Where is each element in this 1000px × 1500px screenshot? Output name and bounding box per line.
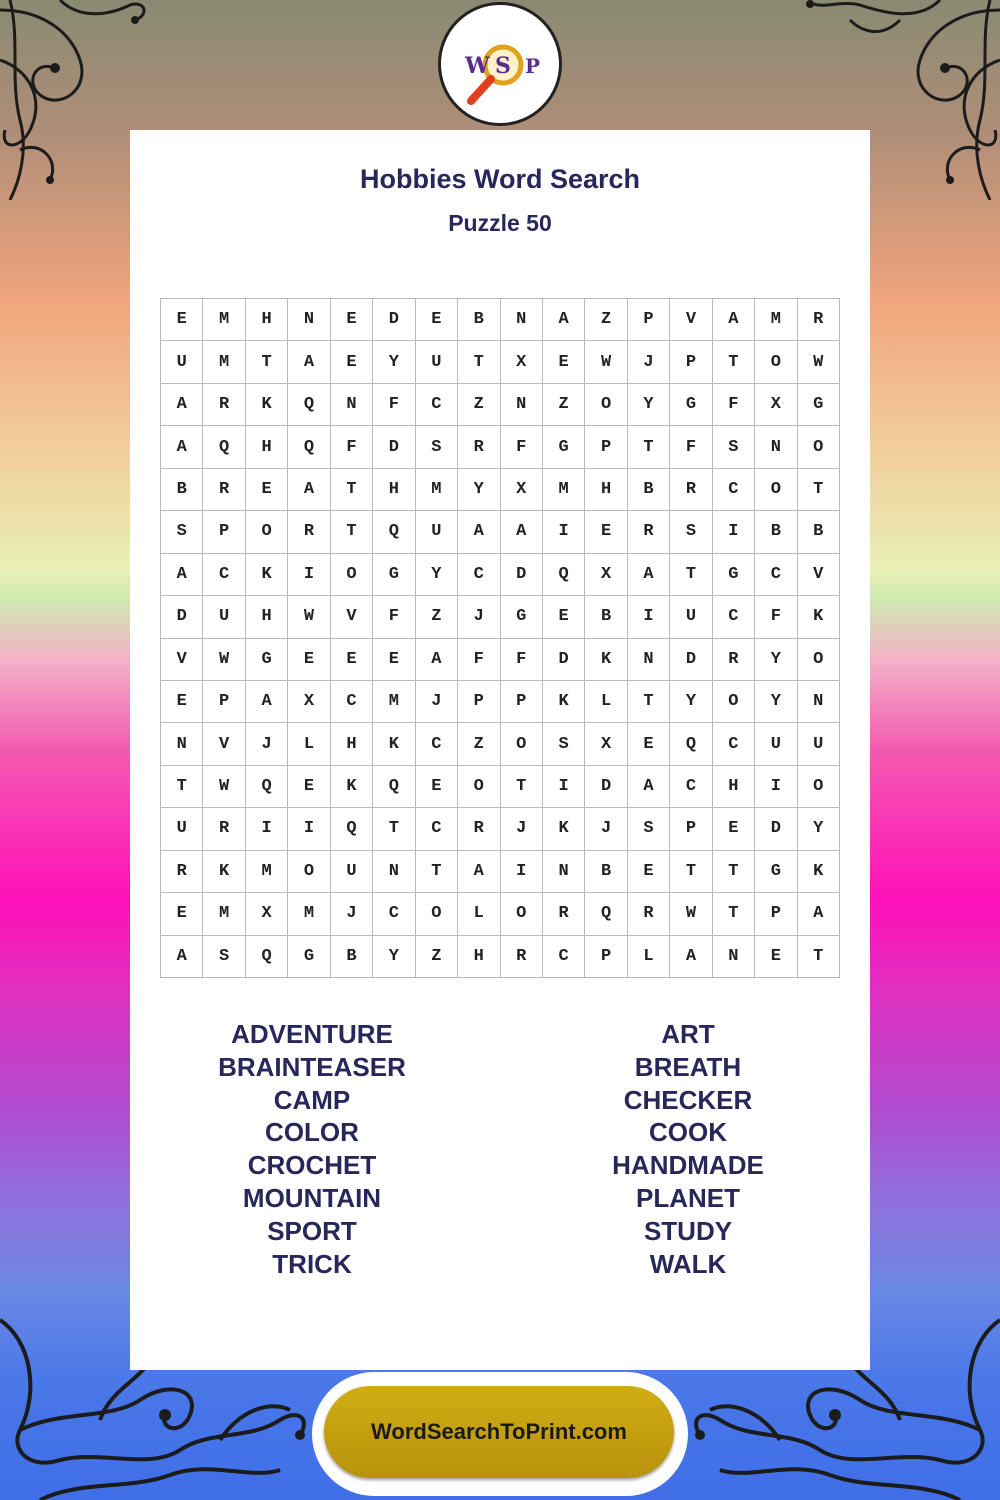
grid-cell: X xyxy=(501,469,543,511)
grid-cell: V xyxy=(670,299,712,341)
grid-cell: N xyxy=(501,299,543,341)
grid-cell: S xyxy=(161,511,203,553)
grid-cell: D xyxy=(161,596,203,638)
grid-cell: J xyxy=(501,808,543,850)
grid-cell: M xyxy=(755,299,797,341)
grid-cell: H xyxy=(458,936,500,978)
grid-cell: M xyxy=(288,893,330,935)
grid-cell: T xyxy=(628,426,670,468)
grid-cell: C xyxy=(670,766,712,808)
grid-cell: V xyxy=(203,723,245,765)
wsp-logo xyxy=(438,2,562,126)
grid-cell: P xyxy=(501,681,543,723)
grid-cell: M xyxy=(203,299,245,341)
grid-cell: I xyxy=(713,511,755,553)
grid-cell: B xyxy=(585,596,627,638)
grid-cell: R xyxy=(203,808,245,850)
grid-cell: L xyxy=(585,681,627,723)
word-list-item: WALK xyxy=(649,1248,727,1279)
grid-cell: O xyxy=(288,851,330,893)
grid-cell: X xyxy=(585,723,627,765)
grid-cell: F xyxy=(713,384,755,426)
logo-letter-p: P xyxy=(525,54,541,78)
grid-cell: E xyxy=(585,511,627,553)
word-list-item: ADVENTURE xyxy=(231,1019,393,1049)
grid-cell: R xyxy=(161,851,203,893)
grid-cell: D xyxy=(670,639,712,681)
grid-cell: A xyxy=(416,639,458,681)
grid-cell: O xyxy=(501,723,543,765)
grid-cell: U xyxy=(670,596,712,638)
grid-cell: N xyxy=(501,384,543,426)
grid-cell: T xyxy=(713,893,755,935)
grid-cell: I xyxy=(628,596,670,638)
grid-cell: X xyxy=(246,893,288,935)
word-list-item: HANDMADE xyxy=(612,1150,764,1181)
grid-cell: E xyxy=(331,341,373,383)
grid-cell: Y xyxy=(628,384,670,426)
grid-cell: L xyxy=(288,723,330,765)
grid-cell: G xyxy=(713,554,755,596)
grid-cell: M xyxy=(246,851,288,893)
grid-cell: J xyxy=(585,808,627,850)
grid-cell: E xyxy=(288,766,330,808)
grid-cell: K xyxy=(543,808,585,850)
grid-cell: C xyxy=(458,554,500,596)
word-list-item: ART xyxy=(661,1019,715,1049)
grid-cell: E xyxy=(161,299,203,341)
grid-cell: Z xyxy=(416,936,458,978)
grid-cell: R xyxy=(203,384,245,426)
grid-cell: B xyxy=(798,511,840,553)
grid-cell: G xyxy=(798,384,840,426)
grid-cell: Z xyxy=(458,723,500,765)
grid-cell: O xyxy=(798,766,840,808)
grid-cell: Q xyxy=(246,936,288,978)
grid-cell: I xyxy=(501,851,543,893)
grid-cell: A xyxy=(798,893,840,935)
grid-cell: E xyxy=(161,893,203,935)
grid-cell: Q xyxy=(373,766,415,808)
grid-cell: M xyxy=(373,681,415,723)
grid-cell: D xyxy=(543,639,585,681)
grid-cell: U xyxy=(161,341,203,383)
grid-cell: A xyxy=(713,299,755,341)
grid-cell: K xyxy=(585,639,627,681)
grid-cell: R xyxy=(458,426,500,468)
grid-cell: A xyxy=(543,299,585,341)
grid-cell: C xyxy=(331,681,373,723)
grid-cell: U xyxy=(161,808,203,850)
grid-cell: T xyxy=(458,341,500,383)
grid-cell: Z xyxy=(585,299,627,341)
grid-cell: S xyxy=(628,808,670,850)
grid-cell: F xyxy=(501,639,543,681)
grid-cell: Y xyxy=(373,936,415,978)
grid-cell: H xyxy=(246,426,288,468)
grid-cell: L xyxy=(628,936,670,978)
grid-cell: B xyxy=(331,936,373,978)
grid-cell: Z xyxy=(416,596,458,638)
grid-cell: V xyxy=(798,554,840,596)
grid-cell: C xyxy=(713,596,755,638)
grid-cell: O xyxy=(246,511,288,553)
grid-cell: R xyxy=(501,936,543,978)
grid-cell: U xyxy=(416,511,458,553)
grid-cell: N xyxy=(288,299,330,341)
grid-cell: F xyxy=(373,596,415,638)
grid-cell: S xyxy=(416,426,458,468)
grid-cell: O xyxy=(798,426,840,468)
grid-cell: A xyxy=(670,936,712,978)
grid-cell: O xyxy=(713,681,755,723)
grid-cell: Q xyxy=(288,426,330,468)
grid-cell: O xyxy=(458,766,500,808)
grid-cell: T xyxy=(670,554,712,596)
grid-cell: E xyxy=(331,639,373,681)
grid-cell: D xyxy=(501,554,543,596)
grid-cell: J xyxy=(331,893,373,935)
grid-cell: T xyxy=(331,511,373,553)
grid-cell: U xyxy=(416,341,458,383)
grid-cell: T xyxy=(373,808,415,850)
grid-cell: C xyxy=(416,808,458,850)
grid-cell: H xyxy=(246,596,288,638)
grid-cell: A xyxy=(161,384,203,426)
grid-cell: T xyxy=(628,681,670,723)
grid-cell: N xyxy=(755,426,797,468)
grid-cell: N xyxy=(713,936,755,978)
grid-cell: P xyxy=(585,936,627,978)
word-list-item: COOK xyxy=(649,1117,727,1148)
grid-cell: X xyxy=(755,384,797,426)
grid-cell: J xyxy=(458,596,500,638)
top-left-ornament xyxy=(0,0,150,200)
grid-cell: N xyxy=(161,723,203,765)
grid-cell: D xyxy=(585,766,627,808)
grid-cell: P xyxy=(203,681,245,723)
grid-cell: A xyxy=(161,554,203,596)
grid-cell: O xyxy=(331,554,373,596)
word-list-item: COLOR xyxy=(265,1117,359,1148)
grid-cell: W xyxy=(203,639,245,681)
word-list-item: TRICK xyxy=(272,1248,352,1279)
grid-cell: G xyxy=(543,426,585,468)
grid-cell: Q xyxy=(331,808,373,850)
puzzle-subtitle: Puzzle 50 xyxy=(448,210,552,236)
grid-cell: S xyxy=(670,511,712,553)
grid-cell: P xyxy=(670,808,712,850)
grid-cell: A xyxy=(628,554,670,596)
grid-cell: P xyxy=(585,426,627,468)
grid-cell: T xyxy=(670,851,712,893)
letter-grid xyxy=(160,298,840,978)
grid-cell: N xyxy=(373,851,415,893)
grid-cell: G xyxy=(755,851,797,893)
grid-cell: U xyxy=(331,851,373,893)
grid-cell: T xyxy=(161,766,203,808)
grid-cell: P xyxy=(203,511,245,553)
grid-cell: D xyxy=(373,426,415,468)
grid-cell: M xyxy=(203,341,245,383)
grid-cell: I xyxy=(246,808,288,850)
grid-cell: A xyxy=(288,341,330,383)
grid-cell: Y xyxy=(798,808,840,850)
puzzle-title: Hobbies Word Search xyxy=(359,164,641,194)
grid-cell: D xyxy=(373,299,415,341)
word-list-item: CROCHET xyxy=(247,1150,377,1181)
word-list-item: MOUNTAIN xyxy=(242,1182,382,1213)
grid-cell: G xyxy=(373,554,415,596)
grid-cell: O xyxy=(755,469,797,511)
grid-cell: P xyxy=(670,341,712,383)
word-list-item: BREATH xyxy=(634,1051,742,1082)
word-list-right xyxy=(538,1018,838,1280)
grid-cell: E xyxy=(161,681,203,723)
grid-cell: E xyxy=(628,851,670,893)
grid-cell: A xyxy=(501,511,543,553)
grid-cell: W xyxy=(203,766,245,808)
grid-cell: I xyxy=(543,766,585,808)
grid-cell: T xyxy=(246,341,288,383)
grid-cell: S xyxy=(713,426,755,468)
grid-cell: R xyxy=(628,893,670,935)
grid-cell: W xyxy=(585,341,627,383)
grid-cell: E xyxy=(331,299,373,341)
grid-cell: Y xyxy=(670,681,712,723)
grid-cell: R xyxy=(543,893,585,935)
grid-cell: G xyxy=(288,936,330,978)
grid-cell: R xyxy=(670,469,712,511)
grid-cell: Z xyxy=(458,384,500,426)
grid-cell: X xyxy=(288,681,330,723)
grid-cell: C xyxy=(713,469,755,511)
word-list-item: STUDY xyxy=(643,1215,733,1246)
grid-cell: F xyxy=(373,384,415,426)
grid-cell: H xyxy=(585,469,627,511)
grid-cell: O xyxy=(755,341,797,383)
word-list-item: SPORT xyxy=(267,1215,357,1246)
magnifier-icon xyxy=(471,79,491,101)
grid-cell: F xyxy=(670,426,712,468)
grid-cell: C xyxy=(416,384,458,426)
grid-cell: Q xyxy=(288,384,330,426)
grid-cell: Q xyxy=(246,766,288,808)
grid-cell: B xyxy=(585,851,627,893)
grid-cell: E xyxy=(416,299,458,341)
grid-cell: K xyxy=(543,681,585,723)
grid-cell: T xyxy=(798,936,840,978)
grid-cell: T xyxy=(713,851,755,893)
grid-cell: G xyxy=(670,384,712,426)
grid-cell: A xyxy=(458,511,500,553)
grid-cell: T xyxy=(331,469,373,511)
grid-cell: B xyxy=(161,469,203,511)
grid-cell: E xyxy=(373,639,415,681)
grid-cell: B xyxy=(628,469,670,511)
grid-cell: W xyxy=(288,596,330,638)
grid-cell: Q xyxy=(203,426,245,468)
grid-cell: A xyxy=(246,681,288,723)
grid-cell: R xyxy=(203,469,245,511)
logo-letter-s: S xyxy=(495,53,511,79)
grid-cell: K xyxy=(798,851,840,893)
grid-cell: O xyxy=(798,639,840,681)
grid-cell: S xyxy=(543,723,585,765)
grid-cell: O xyxy=(585,384,627,426)
logo-letter-w: W xyxy=(465,53,490,79)
grid-cell: E xyxy=(543,341,585,383)
grid-cell: K xyxy=(203,851,245,893)
grid-cell: G xyxy=(246,639,288,681)
grid-cell: Y xyxy=(458,469,500,511)
grid-cell: V xyxy=(161,639,203,681)
grid-cell: Q xyxy=(543,554,585,596)
grid-cell: M xyxy=(416,469,458,511)
grid-cell: B xyxy=(755,511,797,553)
grid-cell: T xyxy=(798,469,840,511)
grid-cell: A xyxy=(628,766,670,808)
grid-cell: X xyxy=(501,341,543,383)
grid-cell: Y xyxy=(755,681,797,723)
grid-cell: A xyxy=(161,426,203,468)
grid-cell: C xyxy=(755,554,797,596)
grid-cell: E xyxy=(755,936,797,978)
grid-cell: R xyxy=(798,299,840,341)
word-list-item: CAMP xyxy=(273,1084,351,1115)
grid-cell: V xyxy=(331,596,373,638)
grid-cell: J xyxy=(628,341,670,383)
grid-cell: B xyxy=(458,299,500,341)
grid-cell: N xyxy=(628,639,670,681)
grid-cell: K xyxy=(331,766,373,808)
grid-cell: E xyxy=(416,766,458,808)
grid-cell: I xyxy=(288,808,330,850)
grid-cell: Y xyxy=(373,341,415,383)
grid-cell: P xyxy=(755,893,797,935)
grid-cell: Q xyxy=(585,893,627,935)
word-list-item: CHECKER xyxy=(623,1084,753,1115)
grid-cell: K xyxy=(798,596,840,638)
grid-cell: Q xyxy=(670,723,712,765)
grid-cell: N xyxy=(331,384,373,426)
grid-cell: K xyxy=(246,554,288,596)
grid-cell: E xyxy=(246,469,288,511)
grid-cell: F xyxy=(501,426,543,468)
grid-cell: E xyxy=(713,808,755,850)
grid-cell: E xyxy=(288,639,330,681)
grid-cell: C xyxy=(713,723,755,765)
word-list-item: PLANET xyxy=(636,1182,740,1213)
grid-cell: R xyxy=(628,511,670,553)
grid-cell: W xyxy=(798,341,840,383)
footer-badge xyxy=(312,1372,688,1496)
grid-cell: F xyxy=(458,639,500,681)
grid-cell: C xyxy=(416,723,458,765)
word-list-left xyxy=(162,1018,462,1280)
grid-cell: S xyxy=(203,936,245,978)
grid-cell: X xyxy=(585,554,627,596)
website-link[interactable]: WordSearchToPrint.com xyxy=(324,1386,674,1478)
grid-cell: T xyxy=(416,851,458,893)
grid-cell: Y xyxy=(755,639,797,681)
grid-cell: G xyxy=(501,596,543,638)
grid-cell: F xyxy=(755,596,797,638)
grid-cell: D xyxy=(755,808,797,850)
grid-cell: R xyxy=(288,511,330,553)
grid-cell: I xyxy=(543,511,585,553)
grid-cell: P xyxy=(458,681,500,723)
grid-cell: I xyxy=(755,766,797,808)
grid-cell: J xyxy=(416,681,458,723)
grid-cell: U xyxy=(203,596,245,638)
grid-cell: R xyxy=(458,808,500,850)
grid-cell: M xyxy=(203,893,245,935)
grid-cell: Z xyxy=(543,384,585,426)
grid-cell: Y xyxy=(416,554,458,596)
grid-cell: F xyxy=(331,426,373,468)
grid-cell: E xyxy=(543,596,585,638)
grid-cell: W xyxy=(670,893,712,935)
grid-cell: A xyxy=(161,936,203,978)
grid-cell: T xyxy=(501,766,543,808)
grid-cell: M xyxy=(543,469,585,511)
grid-cell: R xyxy=(713,639,755,681)
grid-cell: H xyxy=(373,469,415,511)
grid-cell: H xyxy=(331,723,373,765)
grid-cell: I xyxy=(288,554,330,596)
word-list-item: BRAINTEASER xyxy=(218,1051,406,1082)
puzzle-panel xyxy=(130,130,870,1370)
grid-cell: C xyxy=(543,936,585,978)
grid-cell: P xyxy=(628,299,670,341)
grid-cell: C xyxy=(203,554,245,596)
grid-cell: U xyxy=(755,723,797,765)
grid-cell: T xyxy=(713,341,755,383)
grid-cell: L xyxy=(458,893,500,935)
grid-cell: N xyxy=(798,681,840,723)
grid-cell: J xyxy=(246,723,288,765)
grid-cell: E xyxy=(628,723,670,765)
grid-cell: K xyxy=(373,723,415,765)
grid-cell: A xyxy=(288,469,330,511)
grid-cell: C xyxy=(373,893,415,935)
grid-cell: Q xyxy=(373,511,415,553)
grid-cell: O xyxy=(501,893,543,935)
grid-cell: A xyxy=(458,851,500,893)
grid-cell: N xyxy=(543,851,585,893)
grid-cell: O xyxy=(416,893,458,935)
grid-cell: H xyxy=(246,299,288,341)
grid-cell: K xyxy=(246,384,288,426)
grid-cell: U xyxy=(798,723,840,765)
grid-cell: H xyxy=(713,766,755,808)
